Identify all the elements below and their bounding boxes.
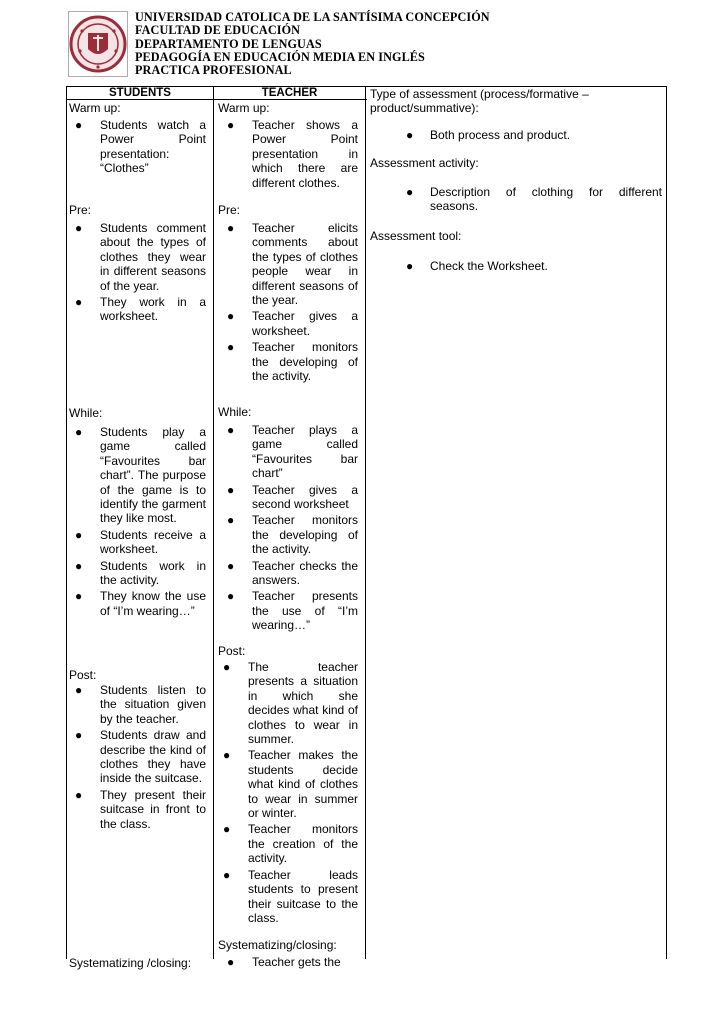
- header-line: DEPARTAMENTO DE LENGUAS: [135, 36, 322, 51]
- document-header: [68, 11, 588, 77]
- teacher-pre-list: [219, 221, 358, 383]
- students-pre-label: Pre:: [69, 203, 92, 217]
- list-item: ● Teacher gets the: [227, 955, 341, 969]
- list-item: ● Teacher checks the answers.: [227, 558, 358, 588]
- teacher-while-label: While:: [218, 405, 252, 419]
- students-warmup-label: Warm up:: [69, 101, 121, 115]
- students-while-list: [67, 425, 206, 618]
- teacher-while-list: [219, 423, 358, 633]
- assessment-type-list: [372, 128, 662, 142]
- list-item: ● They work in a worksheet.: [75, 295, 206, 324]
- list-item: ● Both process and product.: [406, 128, 571, 142]
- list-item: ● Description of clothing for different seasons.: [406, 185, 662, 214]
- list-item: ● Teacher leads students to present their suitcase to the class.: [223, 867, 358, 925]
- students-warmup-list: [67, 118, 206, 176]
- header-line: PEDAGOGÍA EN EDUCACIÓN MEDIA EN INGLÉS: [135, 49, 425, 64]
- teacher-post-label: Post:: [218, 644, 246, 658]
- students-post-label: Post:: [69, 668, 97, 682]
- assessment-tool-label: Assessment tool:: [370, 229, 462, 243]
- list-item: ● Teacher monitors the developing of the activity.: [227, 513, 358, 557]
- university-seal-icon: [68, 11, 128, 77]
- list-item: ● Teacher monitors the developing of the activity.: [227, 340, 358, 384]
- list-item: ● Teacher gives a second worksheet: [227, 482, 358, 512]
- teacher-closing-list: [219, 955, 358, 969]
- assessment-type-label: Type of assessment (process/formative – product/summative):: [370, 87, 589, 116]
- list-item: ● Teacher makes the students decide what kind of clothes to wear in summer or winter.: [223, 748, 358, 821]
- list-item: ● Students listen to the situation given by the teacher.: [75, 683, 206, 726]
- list-item: ● Teacher elicits comments about the types of clothes people wear in different seasons of the year.: [227, 221, 358, 308]
- list-item: ● Check the Worksheet.: [406, 259, 548, 273]
- teacher-closing-label: Systematizing/closing:: [218, 938, 337, 952]
- list-item: ● Students draw and describe the kind of clothes they have inside the suitcase.: [75, 728, 206, 786]
- list-item: ● Teacher presents the use of “I’m wearing…”: [227, 589, 358, 633]
- list-item: ● Students watch a Power Point presentation: “Clothes”: [75, 118, 206, 176]
- list-item: ● They present their suitcase in front to the class.: [75, 787, 206, 831]
- header-line: UNIVERSIDAD CATOLICA DE LA SANTÍSIMA CONCEPCIÓN: [135, 10, 490, 24]
- assessment-activity-label: Assessment activity:: [370, 156, 479, 170]
- students-while-label: While:: [69, 406, 103, 420]
- teacher-post-list: [215, 660, 358, 925]
- list-item: ● Students receive a worksheet.: [75, 527, 206, 557]
- list-item: ● Teacher plays a game called “Favourites bar chart”: [227, 423, 358, 481]
- institution-lines: [135, 11, 490, 77]
- teacher-column-header: TEACHER: [261, 87, 318, 99]
- list-item: ● Teacher gives a worksheet.: [227, 309, 358, 338]
- teacher-warmup-list: [219, 118, 358, 190]
- column-divider: [365, 87, 366, 959]
- assessment-tool-list: [372, 259, 662, 273]
- header-line: FACULTAD DE EDUCACIÓN: [135, 23, 301, 38]
- list-item: ● Teacher shows a Power Point presentation in which there are different clothes.: [227, 118, 358, 190]
- students-post-list: [67, 683, 206, 831]
- list-item: ● Students work in the activity.: [75, 558, 206, 588]
- list-item: ● They know the use of “I’m wearing…”: [75, 589, 206, 618]
- header-line: PRACTICA PROFESIONAL: [135, 63, 292, 78]
- header-divider: [67, 99, 367, 100]
- students-pre-list: [67, 221, 206, 324]
- students-closing-label: Systematizing /closing:: [69, 956, 192, 970]
- list-item: ● Students comment about the types of clothes they wear in different seasons of the year.: [75, 221, 206, 293]
- list-item: ● Students play a game called “Favourites bar chart”. The purpose of the game is to identify the garment they like most.: [75, 425, 206, 526]
- teacher-warmup-label: Warm up:: [218, 101, 270, 115]
- students-column-header: STUDENTS: [109, 87, 171, 99]
- lesson-plan-table: [66, 86, 667, 970]
- teacher-pre-label: Pre:: [218, 203, 241, 217]
- column-divider: [213, 87, 214, 959]
- list-item: ● Teacher monitors the creation of the activity.: [223, 822, 358, 866]
- assessment-activity-list: [372, 185, 662, 214]
- list-item: ● The teacher presents a situation in which she decides what kind of clothes to wear in summer.: [223, 660, 358, 747]
